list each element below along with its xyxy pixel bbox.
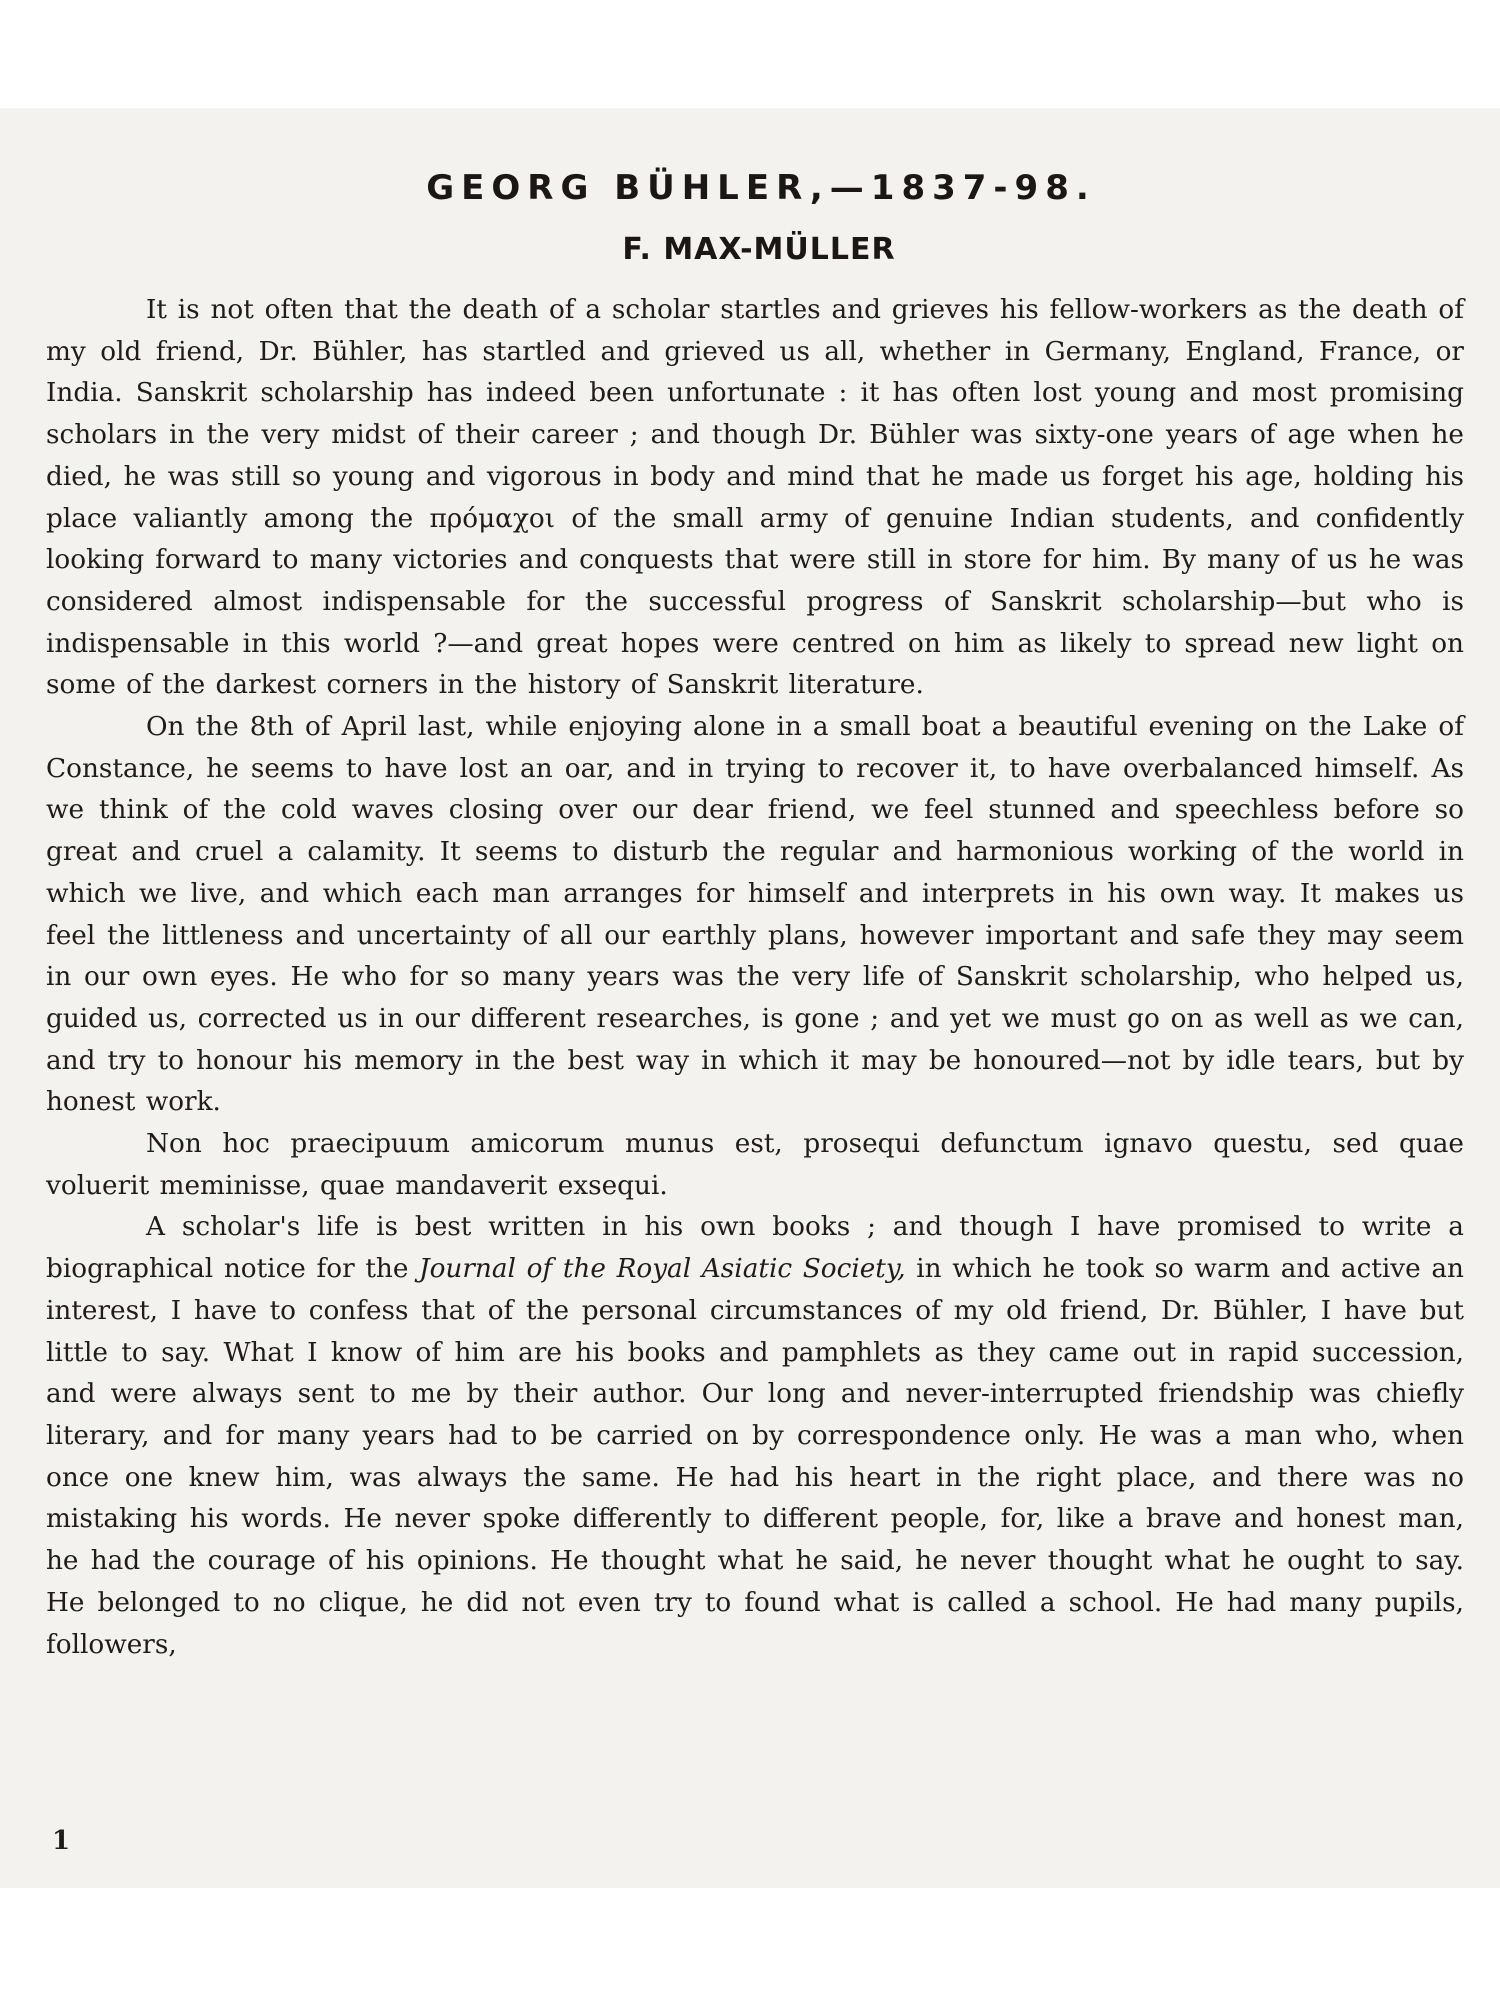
article-title: GEORG BÜHLER,—1837-98. bbox=[426, 168, 1096, 208]
article bbox=[46, 168, 1464, 1666]
paragraph-4-text-after: in which he took so warm and active an interest, I have to confess that of the personal circumstances of my old friend, Dr. Bühler, I have but little to say. What I know of him are his books and pamphlets as they came out in rapid succession, and were always sent to me by their author. Our long and never-interrupted friendship was chiefly literary, and for many years had to be carried on by correspondence only. He was a man who, when once one knew him, was always the same. He had his heart in the right place, and there was no mistaking his words. He never spoke differently to different people, for, like a brave and honest man, he had the courage of his opinions. He thought what he said, he never thought what he ought to say. He belonged to no clique, he did not even try to found what is called a school. He had many pupils, followers, bbox=[46, 1254, 1464, 1660]
paragraph-2: On the 8th of April last, while enjoying alone in a small boat a beautiful evening on the Lake of Constance, he seems to have lost an oar, and in trying to recover it, to have overbalanced himself. As we think of the cold waves closing over our dear friend, we feel stunned and speechless before so great and cruel a calamity. It seems to disturb the regular and harmonious working of the world in which we live, and which each man arranges for himself and interprets in his own way. It makes us feel the littleness and uncertainty of all our earthly plans, however important and safe they may seem in our own eyes. He who for so many years was the very life of Sanskrit scholarship, who helped us, guided us, corrected us in our different researches, is gone ; and yet we must go on as well as we can, and try to honour his memory in the best way in which it may be honoured—not by idle tears, but by honest work. bbox=[46, 712, 1464, 1118]
article-author: F. MAX-MÜLLER bbox=[622, 232, 896, 267]
page-number: 1 bbox=[52, 1826, 71, 1856]
document-page bbox=[0, 108, 1500, 1888]
paragraph-4 bbox=[46, 1207, 1464, 1666]
paragraph-4-text-before: A scholar's life is best written in his own books ; and though I have promised to write a biographical notice for the bbox=[46, 1212, 1464, 1285]
paragraph-3-latin-quote: Non hoc praecipuum amicorum munus est, prosequi defunctum ignavo questu, sed quae voluerit meminisse, quae mandaverit exsequi. bbox=[46, 1129, 1464, 1201]
article-body bbox=[46, 290, 1464, 1666]
journal-title: Journal of the Royal Asiatic Society, bbox=[419, 1254, 906, 1285]
paragraph-1: It is not often that the death of a scholar startles and grieves his fellow-workers as the death of my old friend, Dr. Bühler, has startled and grieved us all, whether in Germany, England, France, or India. Sanskrit scholarship has indeed been unfortunate : it has often lost young and most promising scholars in the very midst of their career ; and though Dr. Bühler was sixty-one years of age when he died, he was still so young and vigorous in body and mind that he made us forget his age, holding his place valiantly among the πρόμαχοι of the small army of genuine Indian students, and confidently looking forward to many victories and conquests that were still in store for him. By many of us he was considered almost indispensable for the successful progress of Sanskrit scholarship—but who is indispensable in this world ?—and great hopes were centred on him as likely to spread new light on some of the darkest corners in the history of Sanskrit literature. bbox=[46, 295, 1464, 701]
